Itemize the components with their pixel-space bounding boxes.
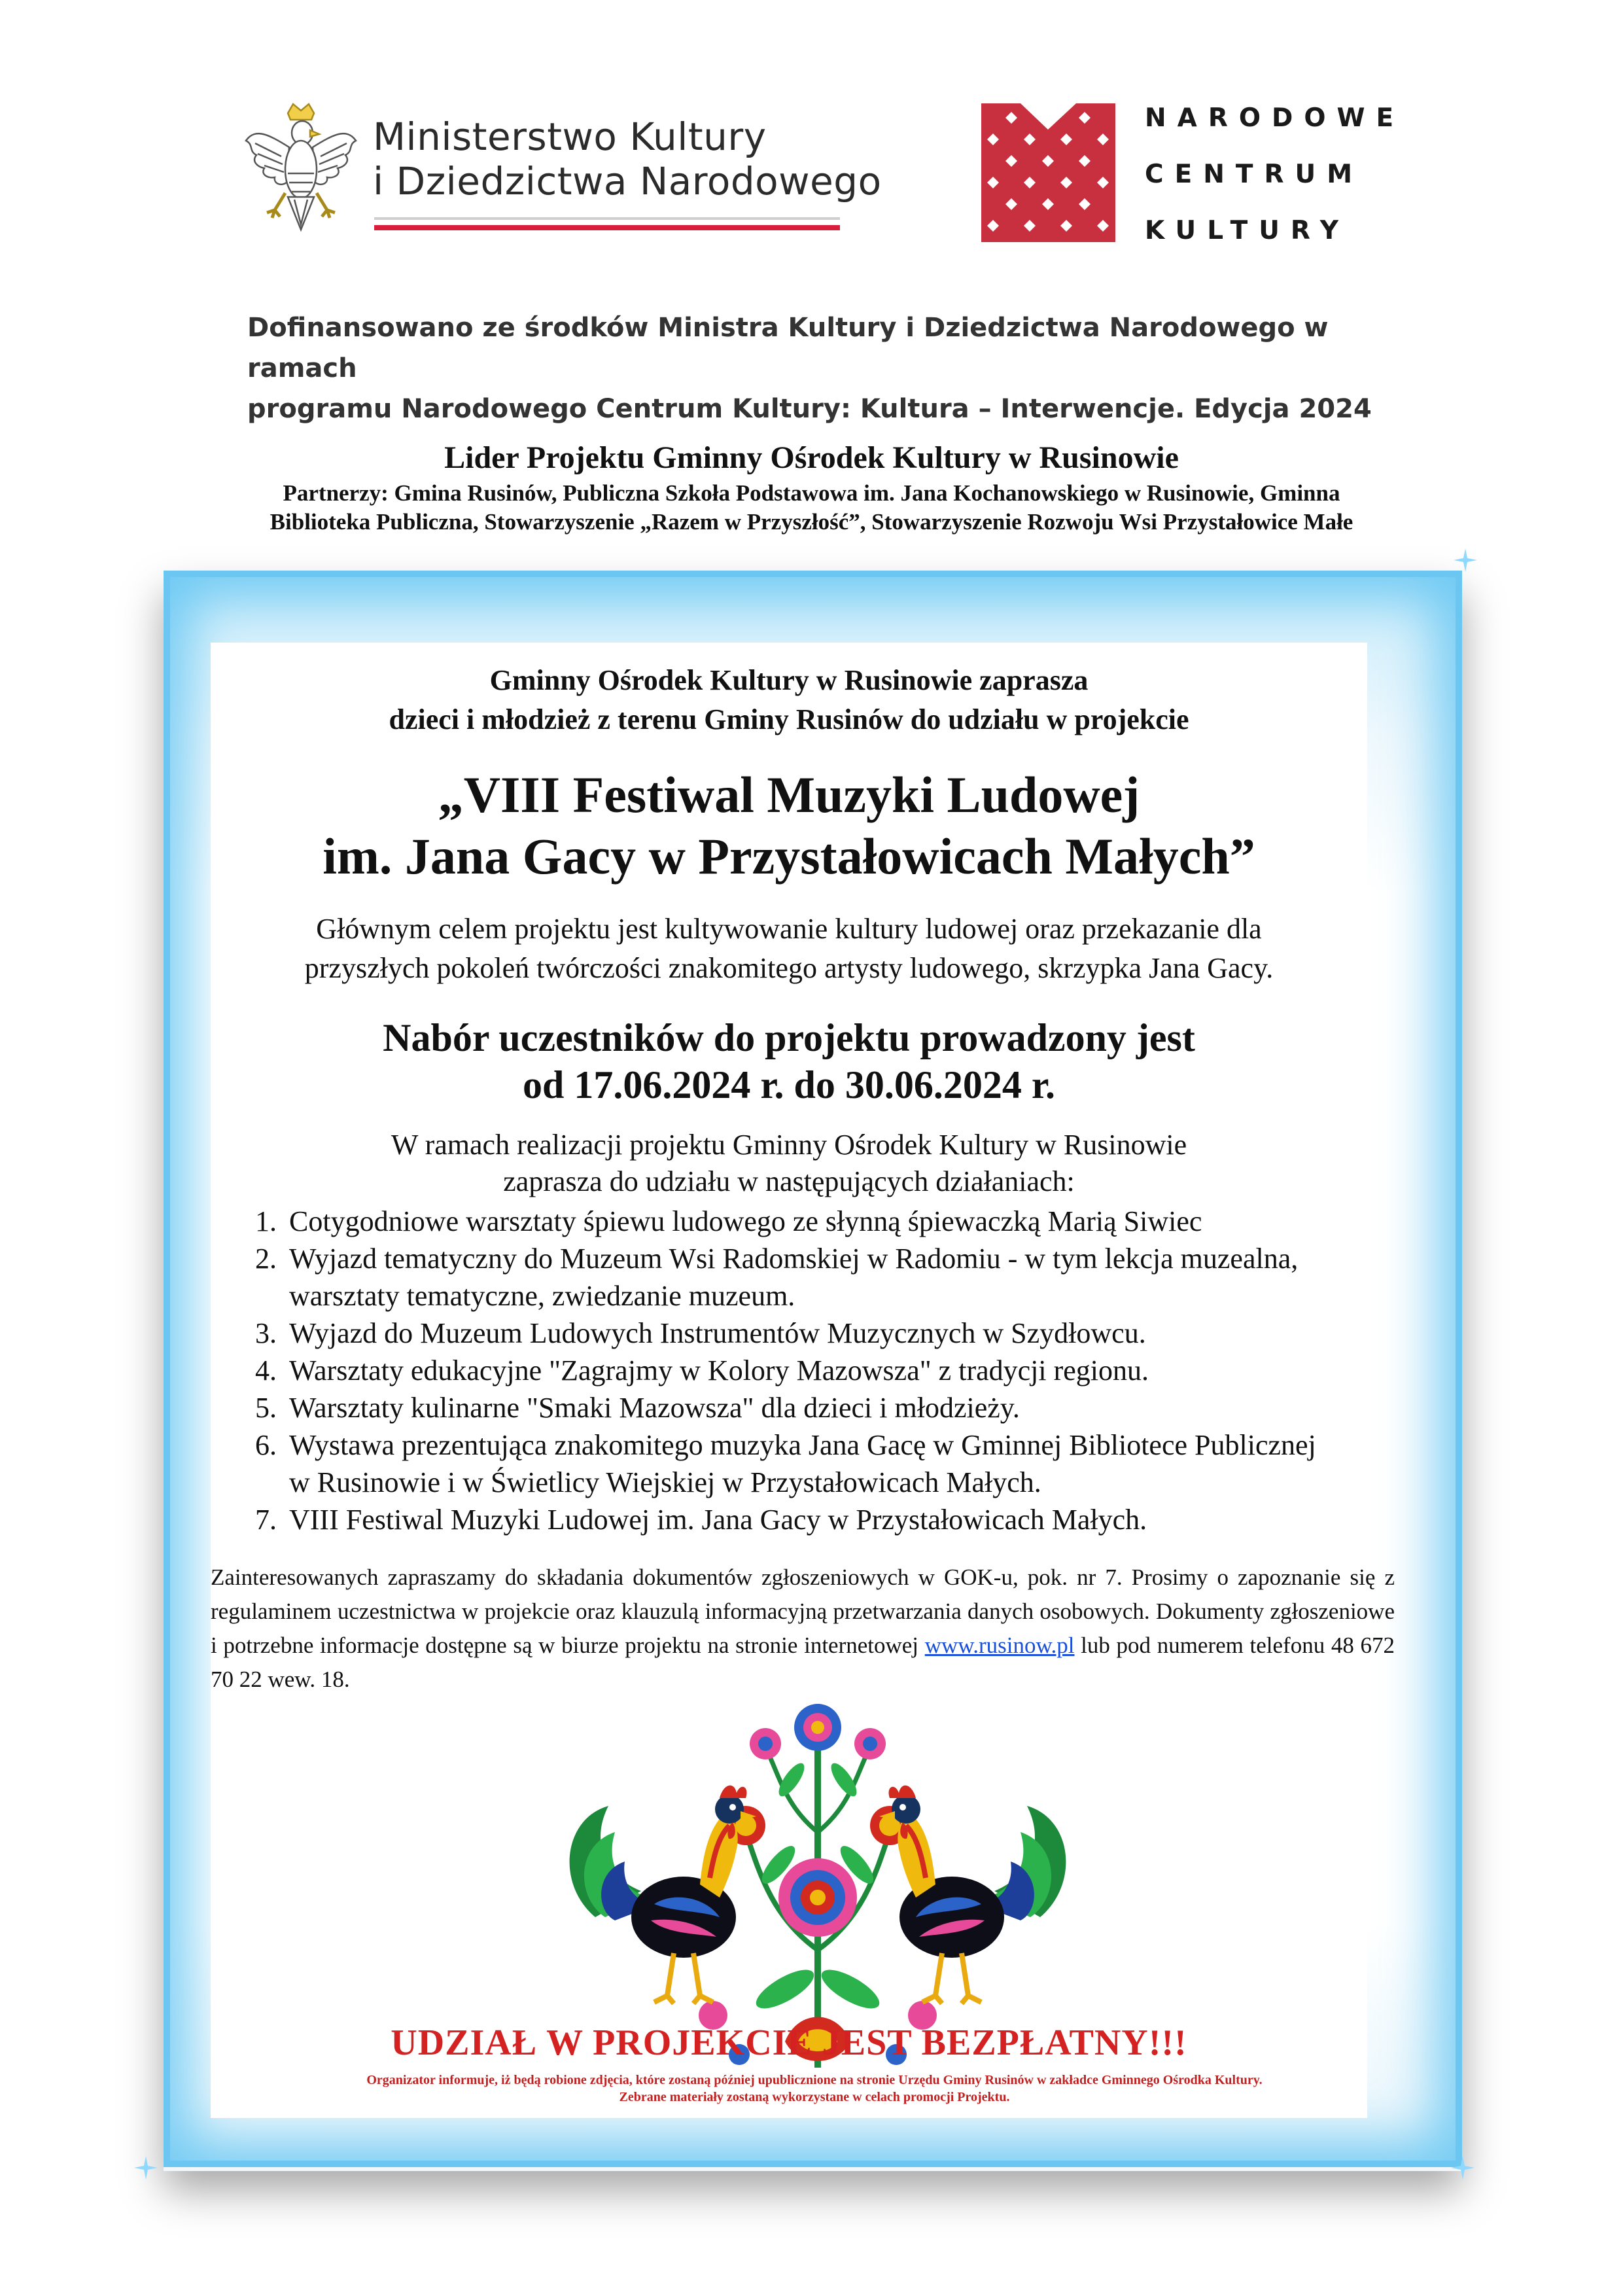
goal-line1: Głównym celem projektu jest kultywowanie kultury ludowej oraz przekazanie dla bbox=[316, 913, 1262, 945]
project-leader: Lider Projektu Gminny Ośrodek Kultury w Rusinowie bbox=[444, 440, 1179, 475]
activity-text: Warsztaty kulinarne "Smaki Mazowsza" dla dzieci i młodzieży. bbox=[289, 1392, 1020, 1424]
partners-line1: Partnerzy: Gmina Rusinów, Publiczna Szkoła Podstawowa im. Jana Kochanowskiego w Rusinowie, Gminna bbox=[283, 480, 1340, 506]
funding-line2: programu Narodowego Centrum Kultury: Kultura – Interwencje. Edycja 2024 bbox=[247, 394, 1372, 424]
list-item bbox=[255, 1426, 1335, 1501]
ministry-logo-rule-white bbox=[374, 217, 840, 220]
festival-title bbox=[211, 764, 1367, 887]
funding-line1: Dofinansowano ze środków Ministra Kultury i Dziedzictwa Narodowego w ramach bbox=[247, 313, 1329, 383]
website-link[interactable]: www.rusinow.pl bbox=[924, 1633, 1075, 1658]
poster-intro bbox=[211, 661, 1367, 739]
polish-eagle-emblem-icon bbox=[242, 101, 360, 239]
list-item bbox=[255, 1240, 1335, 1315]
nck-logo-mark-icon bbox=[981, 103, 1115, 242]
nck-logo-line1: NARODOWE bbox=[1145, 103, 1405, 133]
activity-number: 7. bbox=[255, 1504, 277, 1536]
ministry-logo-line2: i Dziedzictwa Narodowego bbox=[373, 159, 882, 203]
funding-statement bbox=[247, 308, 1425, 429]
project-goal bbox=[211, 910, 1367, 988]
activity-number: 6. bbox=[255, 1429, 277, 1461]
list-item bbox=[255, 1501, 1335, 1538]
activity-text: Warsztaty edukacyjne "Zagrajmy w Kolory Mazowsza" z tradycji regionu. bbox=[289, 1354, 1149, 1386]
recruit-line1: Nabór uczestników do projektu prowadzony jest bbox=[383, 1016, 1195, 1059]
recruitment-period bbox=[211, 1014, 1367, 1108]
photo-note-line1: Organizator informuje, iż będą robione zdjęcia, które zostaną później upublicznione na stronie Urzędu Gminy Rusinów w zakładce Gminnego Ośrodka Kultury. bbox=[366, 2073, 1263, 2087]
ministry-logo-text bbox=[373, 115, 882, 203]
activity-text: Wyjazd do Muzeum Ludowych Instrumentów Muzycznych w Szydłowcu. bbox=[289, 1317, 1146, 1349]
list-item bbox=[255, 1315, 1335, 1352]
activity-number: 1. bbox=[255, 1205, 277, 1237]
activities-intro-line1: W ramach realizacji projektu Gminny Ośrodek Kultury w Rusinowie bbox=[391, 1129, 1187, 1161]
activity-number: 3. bbox=[255, 1317, 277, 1349]
ministry-logo-rule-red bbox=[374, 225, 840, 230]
sparkle-icon bbox=[134, 2156, 158, 2180]
invitation-paragraph bbox=[211, 1561, 1395, 1697]
sparkle-icon bbox=[1454, 548, 1477, 572]
photo-note-line2: Zebrane materiały zostaną wykorzystane w celach promocji Projektu. bbox=[619, 2090, 1010, 2104]
list-item bbox=[255, 1389, 1335, 1426]
invite-text: Zainteresowanych zapraszamy do składania dokumentów zgłoszeniowych w GOK-u, pok. nr 7. Prosimy o zapoznanie się z regulaminem uczestnictwa w projekcie oraz klauzulą informacyjną przetwarzania danych osobowych. Dokumenty zgłoszeniowe i potrzebne informacje dostępne są w biurze projektu na stronie internetowej bbox=[211, 1564, 1395, 1658]
nck-logo-line2: CENTRUM bbox=[1145, 160, 1364, 189]
activity-text: VIII Festiwal Muzyki Ludowej im. Jana Gacy w Przystałowicach Małych. bbox=[289, 1504, 1147, 1536]
photo-notice bbox=[281, 2072, 1348, 2106]
folk-art-roosters-illustration bbox=[550, 1701, 1086, 2133]
free-participation-notice: UDZIAŁ W PROJEKCIE JEST BEZPŁATNY!!! bbox=[391, 2022, 1187, 2063]
intro-line2: dzieci i młodzież z terenu Gminy Rusinów do udziału w projekcie bbox=[389, 703, 1189, 735]
activity-number: 2. bbox=[255, 1243, 277, 1275]
recruit-line2: od 17.06.2024 r. do 30.06.2024 r. bbox=[523, 1063, 1055, 1106]
list-item bbox=[255, 1203, 1335, 1240]
activities-list bbox=[255, 1203, 1335, 1538]
partners-line2: Biblioteka Publiczna, Stowarzyszenie „Razem w Przyszłość”, Stowarzyszenie Rozwoju Wsi Przystałowice Małe bbox=[270, 509, 1353, 535]
activity-number: 4. bbox=[255, 1354, 277, 1386]
activities-intro-line2: zaprasza do udziału w następujących działaniach: bbox=[503, 1165, 1075, 1197]
list-item bbox=[255, 1352, 1335, 1389]
sparkle-icon bbox=[1451, 2156, 1475, 2180]
project-partners bbox=[131, 479, 1492, 537]
ministry-logo-line1: Ministerstwo Kultury bbox=[373, 115, 767, 159]
intro-line1: Gminny Ośrodek Kultury w Rusinowie zaprasza bbox=[489, 664, 1089, 696]
invite-text-after: lub pod numerem telefonu 48 672 70 22 wew. 18. bbox=[211, 1633, 1395, 1692]
activity-text: Wystawa prezentująca znakomitego muzyka Jana Gacę w Gminnej Bibliotece Publicznej w Rusinowie i w Świetlicy Wiejskiej w Przystałowicach Małych. bbox=[289, 1429, 1316, 1498]
goal-line2: przyszłych pokoleń twórczości znakomitego artysty ludowego, skrzypka Jana Gacy. bbox=[304, 952, 1274, 984]
activity-text: Wyjazd tematyczny do Muzeum Wsi Radomskiej w Radomiu - w tym lekcja muzealna, warsztaty tematyczne, zwiedzanie muzeum. bbox=[289, 1243, 1299, 1312]
title-line1: „VIII Festiwal Muzyki Ludowej bbox=[438, 766, 1140, 823]
title-line2: im. Jana Gacy w Przystałowicach Małych” bbox=[323, 828, 1255, 885]
activity-text: Cotygodniowe warsztaty śpiewu ludowego ze słynną śpiewaczką Marią Siwiec bbox=[289, 1205, 1202, 1237]
activities-intro bbox=[211, 1127, 1367, 1200]
nck-logo-line3: KULTURY bbox=[1145, 216, 1350, 245]
activity-number: 5. bbox=[255, 1392, 277, 1424]
